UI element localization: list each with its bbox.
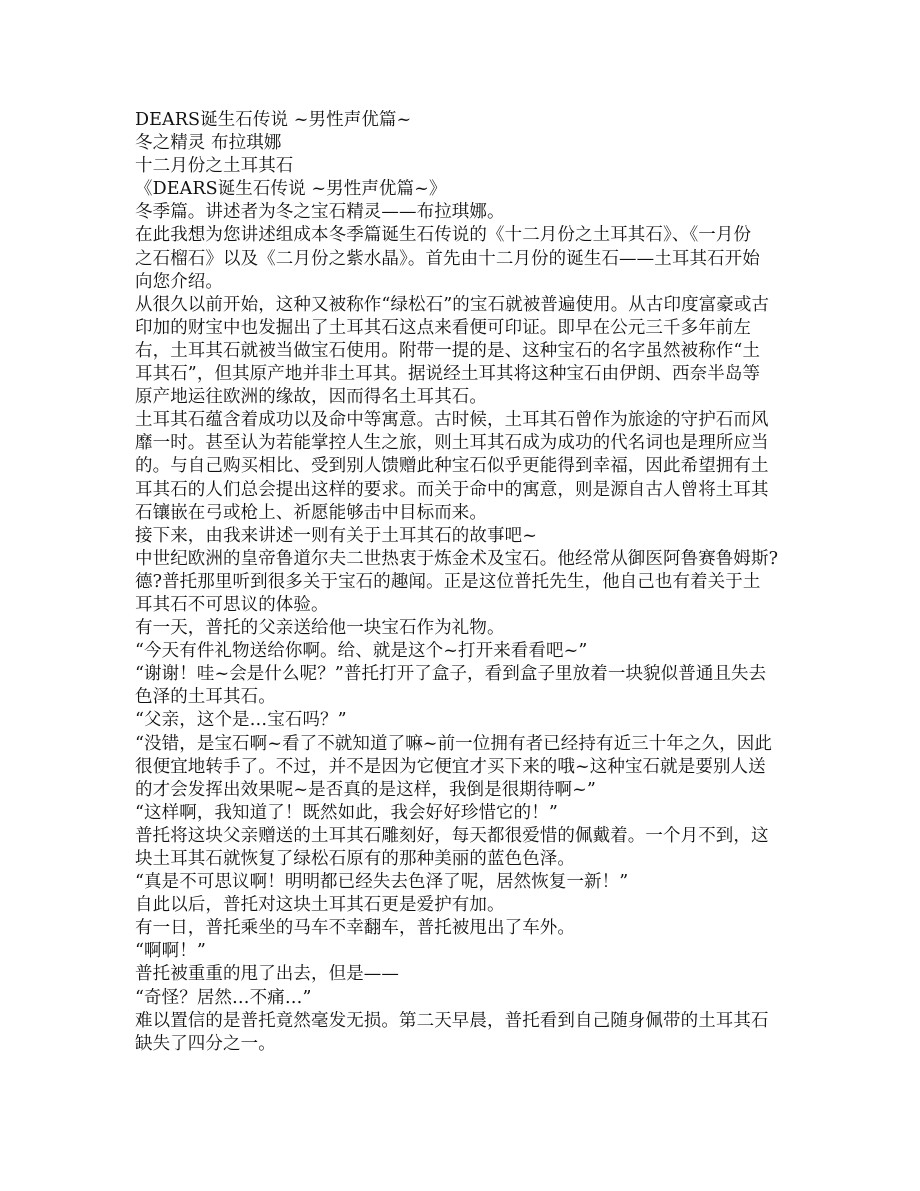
text-line: 接下来，由我来讲述一则有关于土耳其石的故事吧~ (135, 525, 537, 546)
text-line: 有一日，普托乘坐的马车不幸翻车，普托被甩出了车外。 (135, 918, 575, 939)
text-line: 的。与自己购买相比、受到别人馈赠此种宝石似乎更能得到幸福，因此希望拥有土 (135, 456, 769, 477)
text-line: 很便宜地转手了。不过，并不是因为它便宜才买下来的哦~这种宝石就是要别人送 (135, 756, 766, 777)
text-line: 普托被重重的甩了出去，但是—— (135, 964, 399, 985)
text-line: 耳其石的人们总会提出这样的要求。而关于命中的寓意，则是源自古人曾将土耳其 (135, 479, 769, 500)
text-line: “没错，是宝石啊~看了不就知道了嘛~前一位拥有者已经持有近三十年之久，因此 (135, 733, 772, 754)
text-line: 之石榴石》以及《二月份之紫水晶》。首先由十二月份的诞生石——土耳其石开始 (135, 248, 760, 269)
text-line: “今天有件礼物送给你啊。给、就是这个~打开来看看吧~” (135, 641, 588, 662)
text-line: 普托将这块父亲赠送的土耳其石雕刻好，每天都很爱惜的佩戴着。一个月不到，这 (135, 825, 769, 846)
text-line: 向您介绍。 (135, 271, 223, 292)
text-line: 印加的财宝中也发掘出了土耳其石这点来看便可印证。即早在公元三千多年前左 (135, 317, 751, 338)
text-line: 色泽的土耳其石。 (135, 687, 276, 708)
text-line: 中世纪欧洲的皇帝鲁道尔夫二世热衷于炼金术及宝石。他经常从御医阿鲁赛鲁姆斯? (135, 548, 779, 569)
text-line: “奇怪？居然…不痛…” (135, 987, 312, 1008)
document-body (135, 109, 787, 1056)
text-line: 自此以后，普托对这块土耳其石更是爱护有加。 (135, 895, 505, 916)
text-line: 靡一时。甚至认为若能掌控人生之旅，则土耳其石成为成功的代名词也是理所应当 (135, 433, 769, 454)
text-line: “谢谢！哇~会是什么呢？”普托打开了盒子，看到盒子里放着一块貌似普通且失去 (135, 664, 767, 685)
text-line: 土耳其石蕴含着成功以及命中等寓意。古时候，土耳其石曾作为旅途的守护石而风 (135, 410, 769, 431)
text-line: 德?普托那里听到很多关于宝石的趣闻。正是这位普托先生，他自己也有着关于土 (135, 571, 761, 592)
text-line: 块土耳其石就恢复了绿松石原有的那种美丽的蓝色色泽。 (135, 849, 575, 869)
text-line: 耳其石”，但其原产地并非土耳其。据说经土耳其将这种宝石由伊朗、西奈半岛等 (135, 364, 761, 385)
text-line: 耳其石不可思议的体验。 (135, 594, 329, 615)
text-line: 在此我想为您讲述组成本冬季篇诞生石传说的《十二月份之土耳其石》、《一月份 (135, 225, 752, 246)
text-line: 有一天，普托的父亲送给他一块宝石作为礼物。 (135, 618, 505, 639)
text-line: 十二月份之土耳其石 (135, 156, 294, 177)
text-line: 的才会发挥出效果呢~是否真的是这样，我倒是很期待啊~” (135, 779, 596, 800)
text-line: “真是不可思议啊！明明都已经失去色泽了呢，居然恢复一新！” (135, 872, 629, 893)
text-line: 冬之精灵 布拉琪娜 (135, 133, 282, 154)
text-line: 《DEARS诞生石传说 ~男性声优篇~》 (135, 179, 447, 200)
text-line: “这样啊，我知道了！既然如此，我会好好珍惜它的！” (135, 802, 558, 823)
text-line: 原产地运往欧洲的缘故，因而得名土耳其石。 (135, 387, 487, 408)
text-line: 石镶嵌在弓或枪上、祈愿能够击中目标而来。 (135, 502, 487, 523)
text-line: 缺失了四分之一。 (135, 1033, 276, 1054)
document-title: DEARS诞生石传说 ~男性声优篇~ (135, 110, 412, 130)
text-line: 从很久以前开始，这种又被称作“绿松石”的宝石就被普遍使用。从古印度富豪或古 (135, 294, 770, 315)
text-line: “父亲，这个是…宝石吗？” (135, 710, 347, 731)
text-line: “啊啊！” (135, 941, 206, 962)
text-line: 难以置信的是普托竟然毫发无损。第二天早晨，普托看到自己随身佩带的土耳其石 (135, 1010, 769, 1031)
text-line: 右，土耳其石就被当做宝石使用。附带一提的是、这种宝石的名字虽然被称作“土 (135, 340, 761, 361)
text-line: 冬季篇。讲述者为冬之宝石精灵——布拉琪娜。 (135, 202, 505, 223)
